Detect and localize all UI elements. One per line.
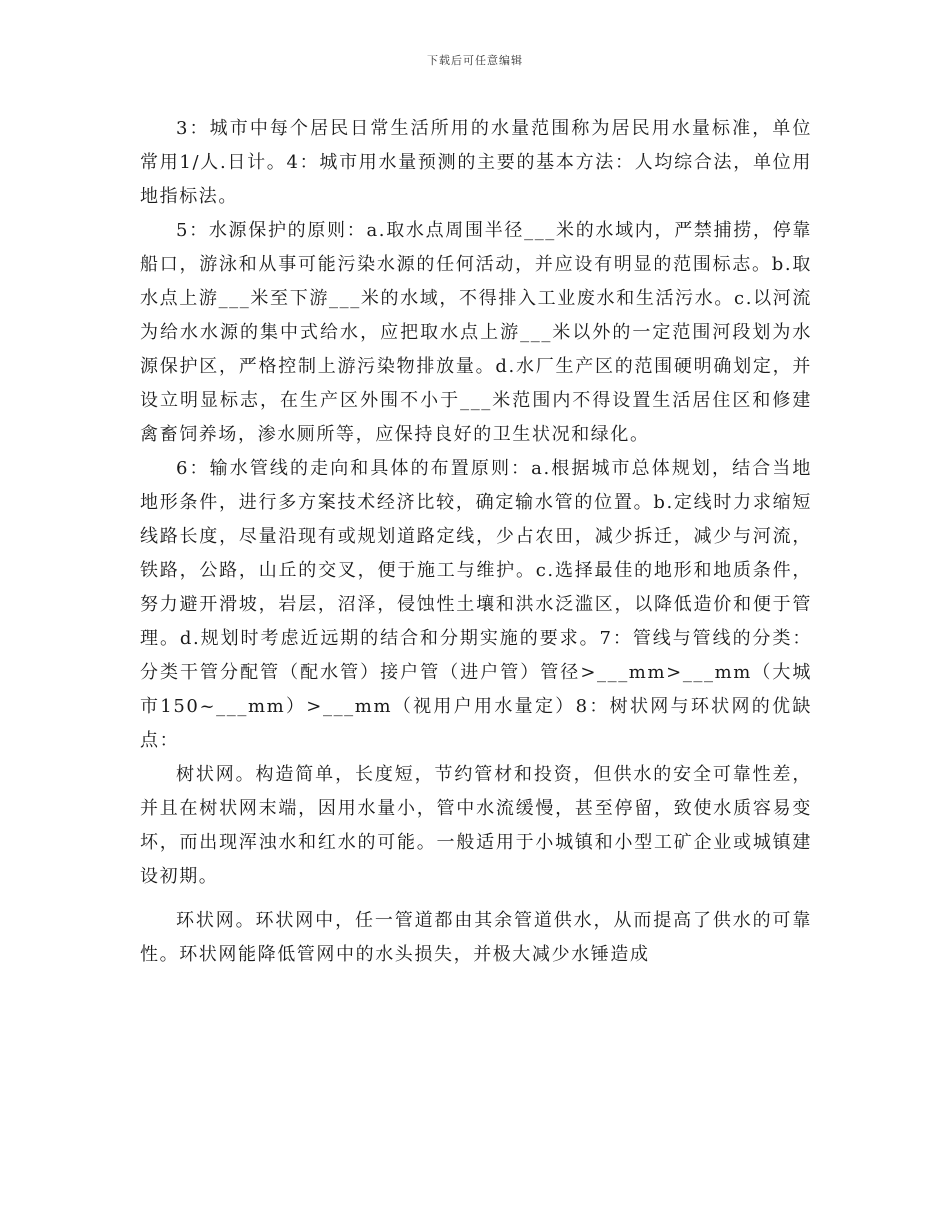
paragraph-water-standard: 3：城市中每个居民日常生活所用的水量范围称为居民用水量标准，单位常用1/人.日计。4：城市用水量预测的主要的基本方法：人均综合法，单位用地指标法。 [140, 118, 812, 207]
document-body [140, 112, 812, 972]
paragraph-source-protection: 5：水源保护的原则：a.取水点周围半径___米的水域内，严禁捕捞，停靠船口，游泳和从事可能污染水源的任何活动，并应设有明显的范围标志。b.取水点上游___米至下游___米的水域，不得排入工业废水和生活污水。c.以河流为给水水源的集中式给水，应把取水点上游___米以外的一定范围河段划为水源保护区，严格控制上游污染物排放量。d.水厂生产区的范围硬明确划定，并设立明显标志，在生产区外围不小于___米范围内不得设置生活居住区和修建禽畜饲养场，渗水厕所等，应保持良好的卫生状况和绿化。 [140, 220, 812, 445]
paragraph-pipeline-layout: 6：输水管线的走向和具体的布置原则：a.根据城市总体规划，结合当地地形条件，进行多方案技术经济比较，确定输水管的位置。b.定线时力求缩短线路长度，尽量沿现有或规划道路定线，少占农田，减少拆迁，减少与河流，铁路，公路，山丘的交叉，便于施工与维护。c.选择最佳的地形和地质条件，努力避开滑坡，岩层，沼泽，侵蚀性土壤和洪水泛滥区，以降低造价和便于管理。d.规划时考虑近远期的结合和分期实施的要求。7：管线与管线的分类：分类干管分配管（配水管）接户管（进户管）管径>___mm>___mm（大城市150~___mm）>___mm（视用户用水量定）8：树状网与环状网的优缺点： [140, 458, 812, 751]
page-header: 下载后可任意编辑 [427, 54, 523, 67]
paragraph-loop-network: 环状网。环状网中，任一管道都由其余管道供水，从而提高了供水的可靠性。环状网能降低管网中的水头损失，并极大减少水锤造成 [140, 910, 812, 965]
paragraph-branch-network: 树状网。构造简单，长度短，节约管材和投资，但供水的安全可靠性差，并且在树状网末端，因用水量小，管中水流缓慢，甚至停留，致使水质容易变坏，而出现浑浊水和红水的可能。一般适用于小城镇和小型工矿企业或城镇建设初期。 [140, 764, 812, 887]
